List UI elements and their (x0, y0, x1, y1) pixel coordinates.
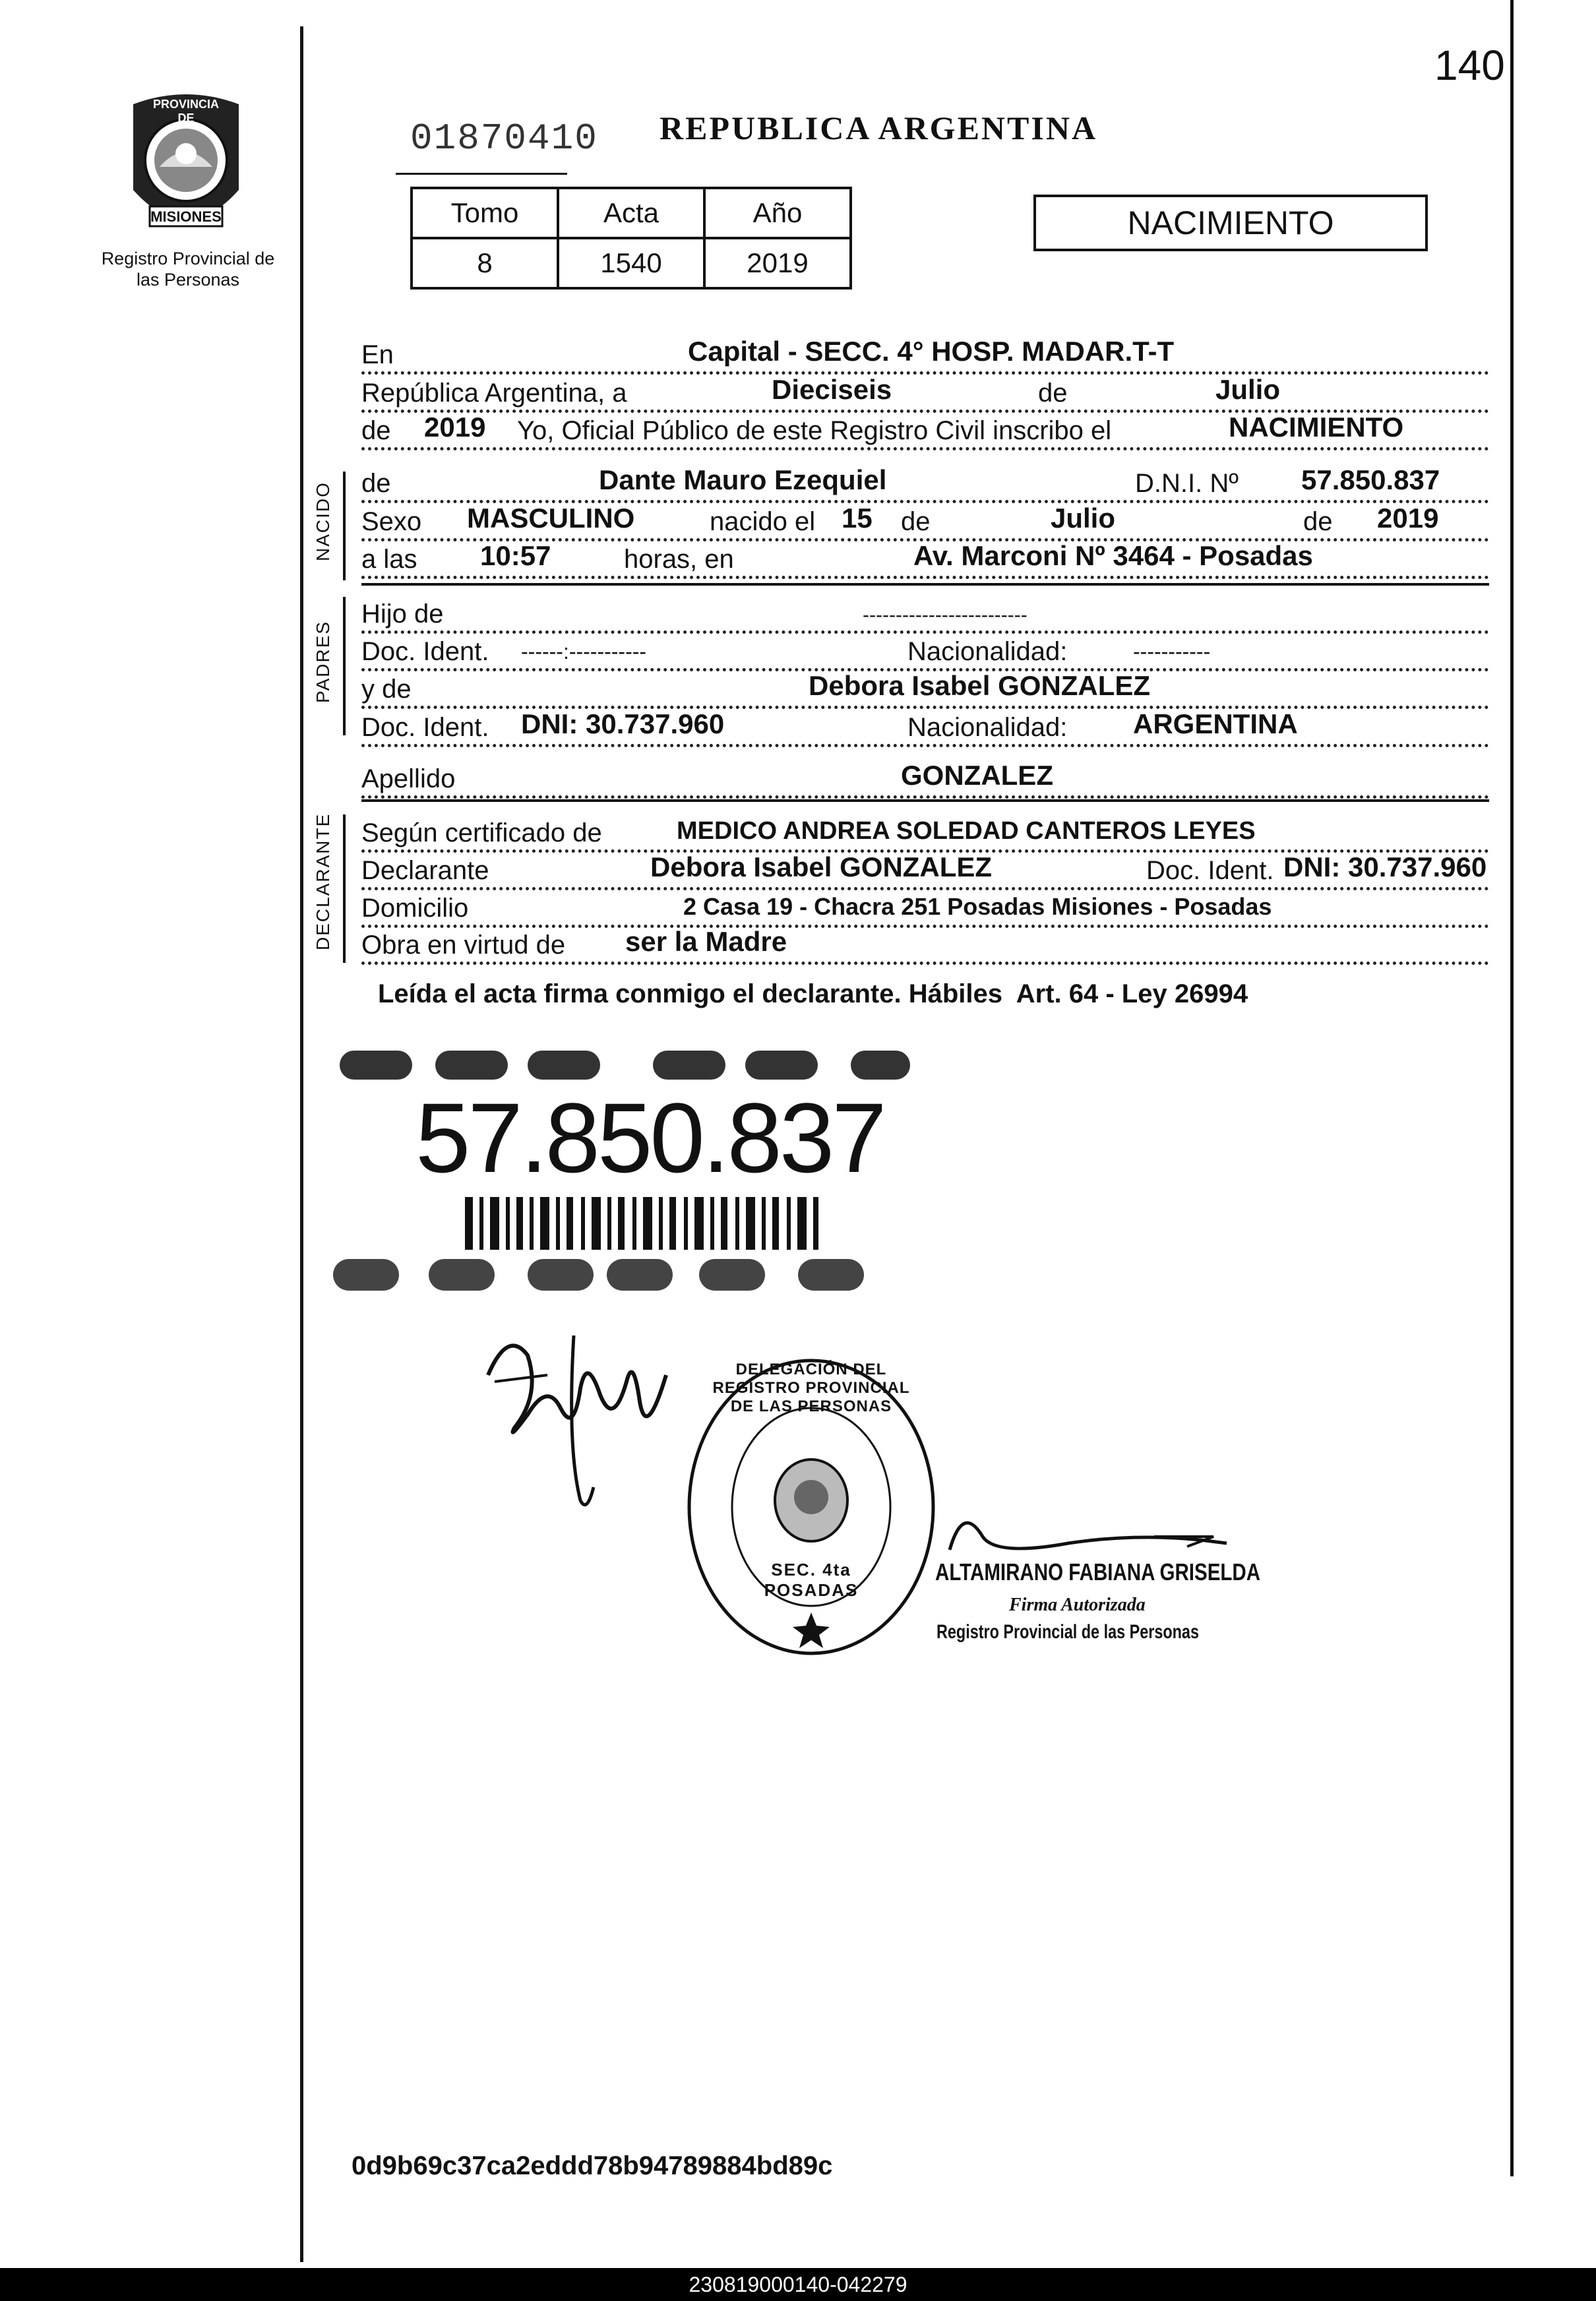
document-title: REPUBLICA ARGENTINA (660, 109, 1098, 146)
stamp-pattern-top (330, 1045, 910, 1085)
nacionalidad-label: Nacionalidad: (902, 637, 1071, 667)
doc2-value: DNI: 30.737.960 (521, 708, 725, 739)
nacido-name-value: Dante Mauro Ezequiel (599, 464, 887, 495)
record-header-ano: Año (704, 188, 851, 238)
divider-apellido (361, 799, 1489, 802)
record-header-acta: Acta (558, 188, 704, 238)
dni-stamp-number: 57.850.837 (415, 1082, 884, 1193)
doc-label: Doc. Ident. (361, 637, 493, 667)
decl-doc-value: DNI: 30.737.960 (1283, 851, 1487, 882)
left-margin-line (300, 26, 303, 2262)
cert-label: Según certificado de (361, 818, 606, 848)
footer-bar (0, 2268, 1596, 2301)
official-signature (936, 1510, 1240, 1563)
decl-doc-label: Doc. Ident. (1141, 856, 1277, 886)
stamp-pattern-bottom (330, 1255, 910, 1295)
divider-nacido (361, 583, 1489, 586)
year-value: 2019 (424, 412, 486, 443)
apellido-value: GONZALEZ (901, 760, 1053, 791)
yde-label: y de (361, 675, 415, 704)
serial-number: 01870410 (410, 117, 598, 160)
footer-code: 230819000140-042279 (689, 2273, 907, 2296)
birth-month-value: Julio (1051, 503, 1116, 534)
row-declarante (361, 849, 1489, 890)
nacido-label: NACIDO (313, 481, 333, 561)
closing-text: Leída el acta firma conmigo el declarante. Hábiles Art. 64 - Ley 26994 (378, 979, 1248, 1008)
republica-label: República Argentina, a (361, 379, 631, 408)
row-doc-mother (361, 706, 1489, 747)
record-value-tomo: 8 (412, 238, 558, 288)
nacido-bracket (343, 472, 346, 580)
nacido-el-label: nacido el (704, 507, 819, 537)
month-value: Julio (1215, 374, 1281, 405)
dom-value: 2 Casa 19 - Chacra 251 Posadas Misiones - Posadas (683, 893, 1272, 920)
dni-value: 57.850.837 (1301, 464, 1440, 495)
province-logo (120, 91, 252, 243)
time-value: 10:57 (480, 540, 551, 571)
record-table (410, 187, 852, 290)
row-official (361, 409, 1489, 450)
seal-ring-text: DELEGACIÓN DEL REGISTRO PROVINCIAL DE LAS PERSONAS (712, 1361, 910, 1415)
decl-label: Declarante (361, 856, 493, 886)
row-republica (361, 371, 1489, 413)
day-value: Dieciseis (772, 374, 892, 405)
serial-underline (396, 173, 567, 175)
official-office: Registro Provincial de las Personas (936, 1621, 1199, 1643)
hijo-label: Hijo de (361, 599, 448, 629)
logo-text-top: PROVINCIA DE (152, 98, 219, 125)
nacionalidad2-value: ARGENTINA (1133, 708, 1298, 739)
official-name: ALTAMIRANO FABIANA GRISELDA (935, 1558, 1261, 1585)
row-apellido (361, 757, 1489, 799)
de-label: de (1034, 379, 1072, 408)
birth-day-value: 15 (842, 503, 873, 534)
record-type-box (1033, 195, 1428, 251)
row-hijo (361, 592, 1489, 634)
birth-year-value: 2019 (1377, 503, 1439, 534)
declarante-label: DECLARANTE (313, 813, 333, 950)
sexo-value: MASCULINO (467, 503, 635, 534)
declarant-signature (468, 1316, 679, 1514)
inscribe-value: NACIMIENTO (1229, 412, 1404, 443)
doc2-label: Doc. Ident. (361, 713, 493, 743)
hijo-value: ------------------------- (863, 604, 1028, 626)
record-header-tomo: Tomo (412, 188, 558, 238)
alas-label: a las (361, 545, 421, 574)
right-margin-line (1510, 0, 1514, 2176)
place-value: Av. Marconi Nº 3464 - Posadas (913, 540, 1313, 571)
dni-label: D.N.I. Nº (1130, 469, 1243, 499)
row-certificado (361, 811, 1489, 853)
row-sexo (361, 500, 1489, 541)
cert-value: MEDICO ANDREA SOLEDAD CANTEROS LEYES (677, 817, 1256, 845)
obra-label: Obra en virtud de (361, 931, 569, 960)
page-number: 140 (1434, 42, 1505, 89)
en-value: Capital - SECC. 4° HOSP. MADAR.T-T (688, 336, 1175, 367)
official-text: Yo, Oficial Público de este Registro Civil inscribo el (512, 416, 1115, 446)
apellido-label: Apellido (361, 764, 459, 794)
official-role: Firma Autorizada (1009, 1595, 1146, 1615)
row-mother (361, 667, 1489, 709)
nacido-de-label-3: de (1298, 507, 1337, 537)
horas-label: horas, en (619, 545, 738, 574)
padres-bracket (343, 597, 346, 735)
row-nacido-name (361, 462, 1489, 503)
nacionalidad-value: ----------- (1133, 640, 1211, 663)
row-domicilio (361, 886, 1489, 928)
row-en (361, 333, 1489, 375)
row-hora (361, 537, 1489, 579)
registry-name: Registro Provincial de las Personas (101, 249, 275, 290)
en-label: En (361, 340, 398, 370)
decl-value: Debora Isabel GONZALEZ (650, 851, 993, 882)
official-seal (683, 1355, 940, 1659)
record-value-acta: 1540 (558, 238, 704, 288)
logo-text-bottom: MISIONES (150, 208, 222, 225)
mother-value: Debora Isabel GONZALEZ (809, 670, 1151, 701)
padres-label: PADRES (313, 620, 333, 703)
doc-value: ------:----------- (521, 640, 647, 663)
dni-stamp (330, 1045, 910, 1296)
seal-inner-text: SEC. 4ta POSADAS (764, 1560, 859, 1600)
nacido-de-label-2: de (896, 507, 935, 537)
sexo-label: Sexo (361, 507, 425, 537)
record-value-ano: 2019 (704, 238, 851, 288)
declarante-bracket (343, 814, 346, 963)
nacionalidad2-label: Nacionalidad: (902, 713, 1071, 743)
dom-label: Domicilio (361, 894, 472, 923)
obra-value: ser la Madre (625, 926, 787, 957)
row-doc-father (361, 630, 1489, 671)
de-label-2: de (361, 416, 395, 446)
document-hash: 0d9b69c37ca2eddd78b94789884bd89c (352, 2151, 833, 2180)
nacido-de-label: de (361, 469, 395, 499)
row-obra (361, 923, 1489, 965)
record-type: NACIMIENTO (1127, 204, 1334, 241)
barcode (465, 1197, 821, 1250)
